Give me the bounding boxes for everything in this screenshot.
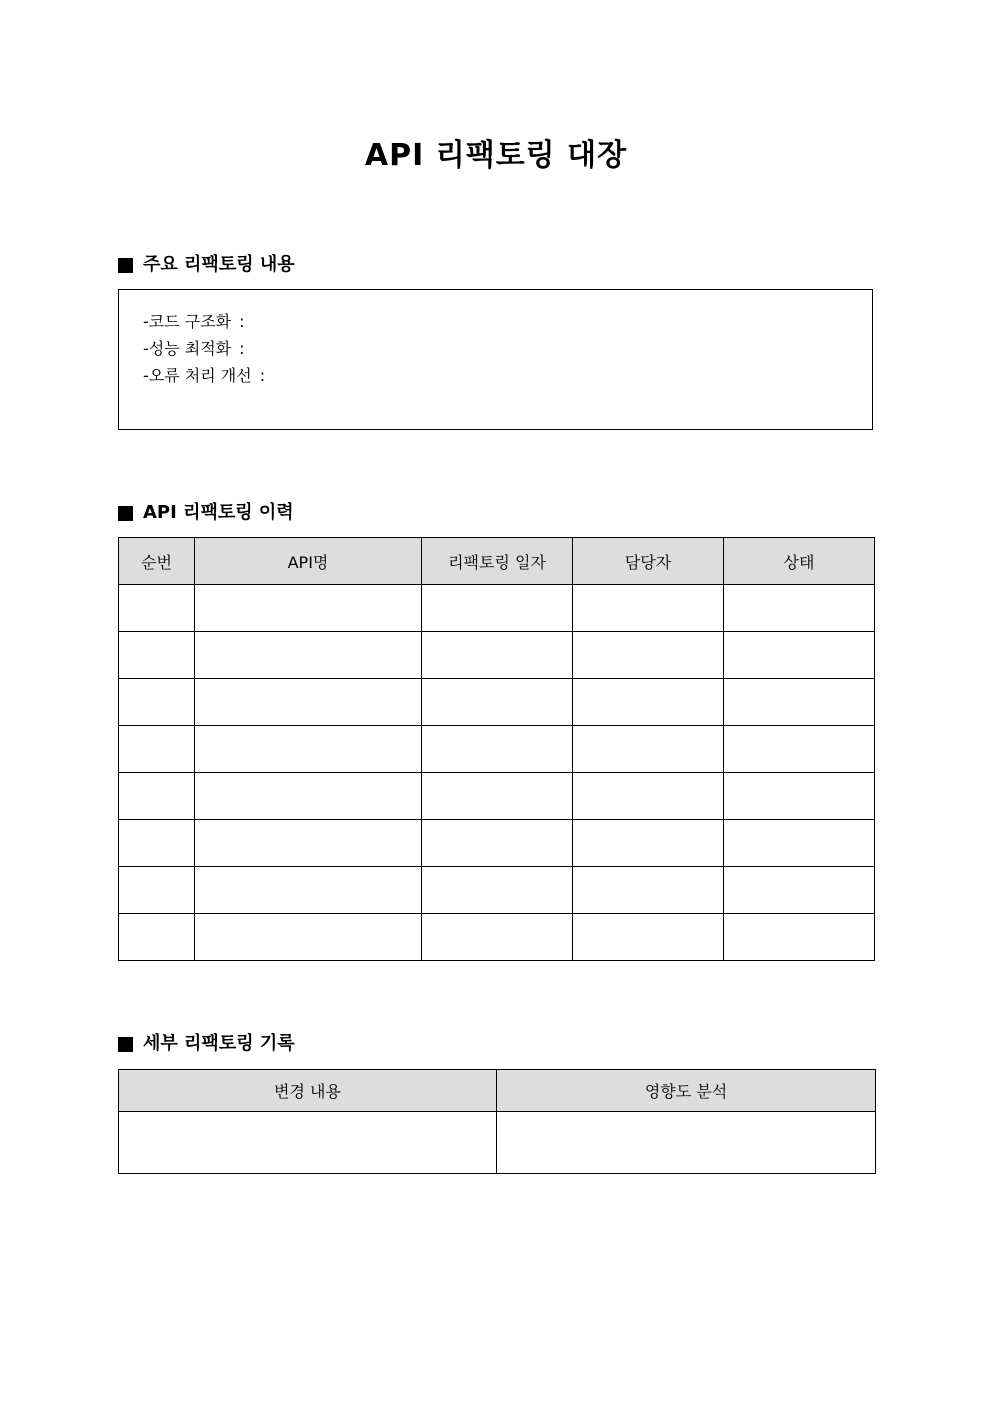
table-row — [119, 632, 875, 679]
column-header-change: 변경 내용 — [119, 1070, 497, 1112]
section-heading-detail — [118, 1032, 295, 1056]
table-cell[interactable] — [119, 585, 195, 632]
table-cell[interactable] — [422, 585, 573, 632]
table-cell[interactable] — [573, 726, 724, 773]
square-bullet-icon — [118, 506, 133, 521]
table-cell[interactable] — [422, 632, 573, 679]
section-heading-summary — [118, 253, 295, 277]
square-bullet-icon — [118, 258, 133, 273]
table-cell[interactable] — [422, 773, 573, 820]
summary-item-code-structure — [143, 308, 848, 335]
column-header-no: 순번 — [119, 538, 195, 585]
table-cell[interactable] — [724, 820, 875, 867]
table-cell[interactable] — [573, 585, 724, 632]
table-cell[interactable] — [573, 867, 724, 914]
table-cell[interactable] — [724, 632, 875, 679]
column-header-owner: 담당자 — [573, 538, 724, 585]
table-cell[interactable] — [195, 773, 422, 820]
table-cell[interactable] — [724, 914, 875, 961]
table-cell[interactable] — [195, 820, 422, 867]
table-cell[interactable] — [422, 914, 573, 961]
table-row — [119, 1112, 876, 1174]
table-cell[interactable] — [119, 914, 195, 961]
summary-item-label: -오류 처리 개선 — [143, 366, 252, 385]
table-cell[interactable] — [119, 867, 195, 914]
detail-table — [118, 1069, 876, 1174]
table-cell[interactable] — [573, 679, 724, 726]
table-row — [119, 914, 875, 961]
table-row — [119, 867, 875, 914]
table-cell[interactable] — [724, 867, 875, 914]
history-table — [118, 537, 875, 961]
table-row — [119, 679, 875, 726]
table-cell[interactable] — [119, 1112, 497, 1174]
summary-item-colon: : — [239, 339, 245, 358]
column-header-impact: 영향도 분석 — [497, 1070, 876, 1112]
column-header-status: 상태 — [724, 538, 875, 585]
table-cell[interactable] — [119, 632, 195, 679]
summary-item-label: -코드 구조화 — [143, 312, 232, 331]
table-cell[interactable] — [119, 773, 195, 820]
table-cell[interactable] — [724, 726, 875, 773]
page-title: API 리팩토링 대장 — [364, 138, 628, 173]
detail-header-row — [119, 1070, 876, 1112]
table-cell[interactable] — [195, 632, 422, 679]
table-row — [119, 773, 875, 820]
table-cell[interactable] — [195, 726, 422, 773]
table-cell[interactable] — [573, 632, 724, 679]
summary-box[interactable] — [118, 289, 873, 430]
section-heading-history — [118, 501, 294, 525]
table-cell[interactable] — [497, 1112, 876, 1174]
table-cell[interactable] — [119, 820, 195, 867]
table-row — [119, 820, 875, 867]
table-cell[interactable] — [422, 820, 573, 867]
summary-item-error-handling — [143, 362, 848, 389]
table-row — [119, 585, 875, 632]
table-cell[interactable] — [119, 726, 195, 773]
table-cell[interactable] — [573, 914, 724, 961]
table-cell[interactable] — [422, 867, 573, 914]
table-cell[interactable] — [422, 679, 573, 726]
table-cell[interactable] — [724, 773, 875, 820]
section-heading-detail-label: 세부 리팩토링 기록 — [143, 1033, 295, 1054]
history-header-row — [119, 538, 875, 585]
table-cell[interactable] — [195, 585, 422, 632]
table-cell[interactable] — [573, 773, 724, 820]
section-heading-summary-label: 주요 리팩토링 내용 — [143, 254, 295, 275]
table-cell[interactable] — [195, 867, 422, 914]
column-header-api-name: API명 — [195, 538, 422, 585]
section-heading-history-label: API 리팩토링 이력 — [143, 502, 294, 523]
table-row — [119, 726, 875, 773]
table-cell[interactable] — [724, 679, 875, 726]
table-cell[interactable] — [724, 585, 875, 632]
summary-item-performance — [143, 335, 848, 362]
column-header-refactor-date: 리팩토링 일자 — [422, 538, 573, 585]
table-cell[interactable] — [422, 726, 573, 773]
summary-item-colon: : — [259, 366, 266, 385]
summary-item-colon: : — [239, 312, 245, 331]
summary-item-label: -성능 최적화 — [143, 339, 232, 358]
table-cell[interactable] — [573, 820, 724, 867]
table-cell[interactable] — [195, 679, 422, 726]
table-cell[interactable] — [195, 914, 422, 961]
square-bullet-icon — [118, 1037, 133, 1052]
table-cell[interactable] — [119, 679, 195, 726]
